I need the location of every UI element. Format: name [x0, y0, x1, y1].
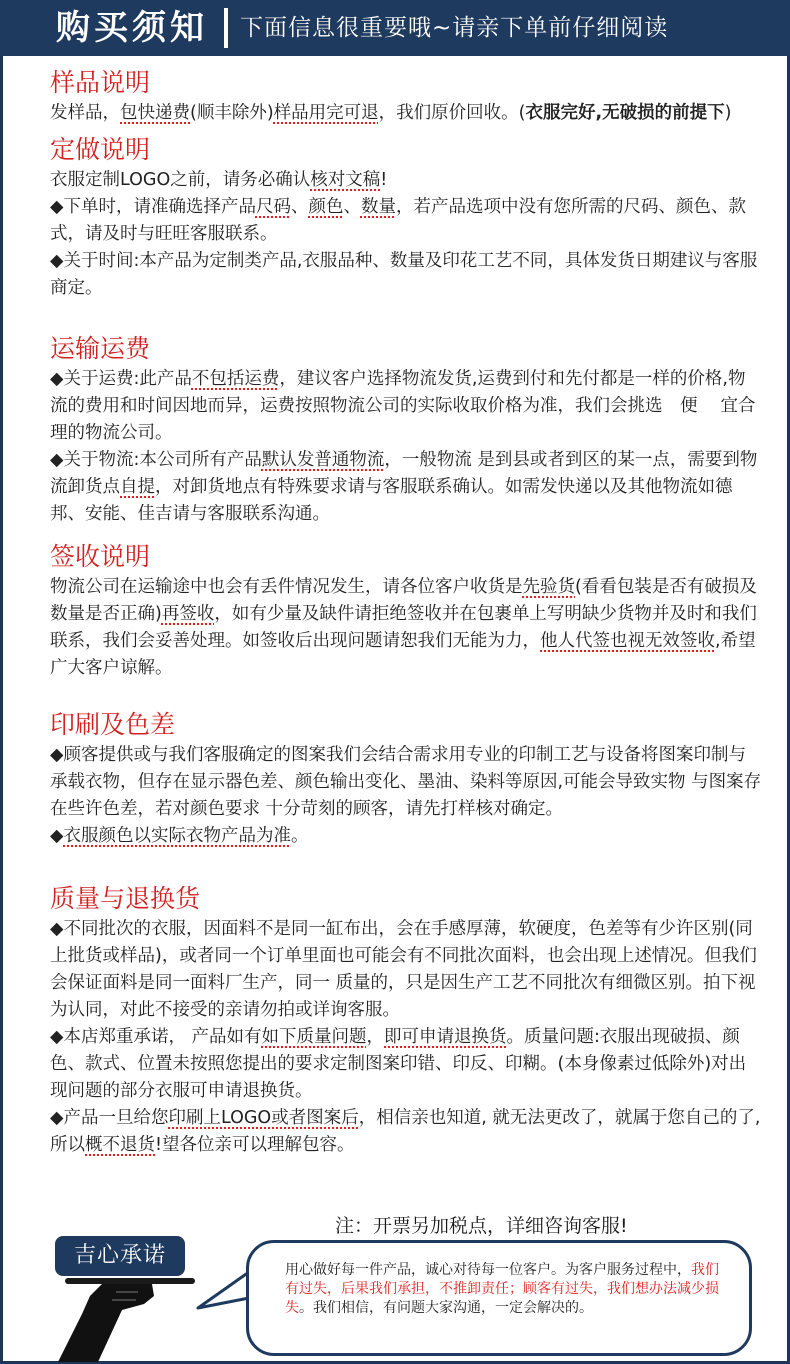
shipping-text-1: ◆关于运费:此产品不包括运费，建议客户选择物流发货,运费到付和先付都是一样的价格,物流的费用和时间因地而异，运费按照物流公司的实际收取价格为准，我们会挑选 便 宜合理的物流公司。	[50, 369, 756, 443]
section-quality	[50, 882, 762, 1159]
section-printing	[50, 708, 762, 850]
custom-text-2: ◆下单时，请准确选择产品尺码、颜色、数量，若产品选项中没有您所需的尺码、颜色、款式，请及时与旺旺客服联系。	[50, 197, 746, 244]
quality-text-1: ◆不同批次的衣服，因面料不是同一缸布出，会在手感厚薄，软硬度，色差等有少许区别(同上批货或样品)，或者同一个订单里面也可能会有不同批次面料，也会出现上述情况。但我们会保证面料是同一面料厂生产，同一 质量的，只是因生产工艺不同批次有细微区别。拍下视为认同，对此不接受的亲请勿拍或详询客服。	[50, 919, 757, 1020]
bubble-text-end: 。我们相信，有问题大家沟通，一定会解决的。	[299, 1300, 593, 1316]
page-subtitle: 下面信息很重要哦~请亲下单前仔细阅读	[240, 15, 669, 41]
promise-speech-bubble	[246, 1240, 752, 1356]
shipping-text-2: ◆关于物流:本公司所有产品默认发普通物流，一般物流 是到县或者到区的某一点，需要到物流卸货点自提，对卸货地点有特殊要求请与客服联系确认。如需发快递以及其他物流如德邦、安能、佳吉请与客服联系沟通。	[50, 450, 758, 524]
speech-bubble-tail	[196, 1268, 252, 1312]
invoice-note: 注：开票另加税点，详细咨询客服!	[335, 1215, 628, 1237]
bubble-text-start: 用心做好每一件产品，诚心对待每一位客户。为客户服务过程中，	[285, 1262, 691, 1278]
section-title-custom: 定做说明	[50, 135, 151, 164]
printing-text-1: ◆顾客提供或与我们客服确定的图案我们会结合需求用专业的印制工艺与设备将图案印制与承载衣物，但存在显示器色差、颜色输出变化、墨油、染料等原因,可能会导致实物 与图案存在些许色差，若对颜色要求 十分苛刻的顾客，请先打样核对确定。	[50, 745, 762, 819]
section-title-sample: 样品说明	[50, 68, 151, 97]
section-title-quality: 质量与退换货	[50, 884, 201, 913]
section-title-printing: 印刷及色差	[50, 710, 176, 739]
header-banner	[0, 0, 790, 56]
waiter-hand-icon	[40, 1270, 200, 1364]
promise-badge: 吉心承诺	[55, 1236, 185, 1276]
section-custom	[50, 133, 762, 302]
page-title: 购买须知	[56, 8, 208, 48]
title-divider	[224, 8, 228, 48]
quality-text-3: ◆产品一旦给您印刷上LOGO或者图案后，相信亲也知道, 就无法更改了，就属于您自己的了,所以概不退货!望各位亲可以理解包容。	[50, 1108, 761, 1155]
section-sample	[50, 66, 762, 127]
signing-text: 物流公司在运输途中也会有丢件情况发生，请各位客户收货是先验货(看看包装是否有破损及数量是否正确)再签收，如有少量及缺件请拒绝签收并在包裹单上写明缺少货物并及时和我们联系，我们会妥善处理。如签收后出现问题请恕我们无能为力，他人代签也视无效签收,希望广大客户谅解。	[50, 577, 757, 678]
quality-text-2: ◆本店郑重承诺， 产品如有如下质量问题，即可申请退换货。质量问题:衣服出现破损、颜色、款式、位置未按照您提出的要求定制图案印错、印反、印糊。(本身像素过低除外)对出现问题的部分衣服可申请退换货。	[50, 1027, 747, 1101]
notice-content	[50, 66, 762, 1159]
section-title-shipping: 运输运费	[50, 334, 151, 363]
bubble-text-highlight: 我们有过失，后果我们承担，不推卸责任；顾客有过失，我们想办法减少损失	[285, 1262, 719, 1316]
section-signing	[50, 540, 762, 682]
section-shipping	[50, 332, 762, 528]
section-title-signing: 签收说明	[50, 542, 151, 571]
custom-text-1: 衣服定制LOGO之前，请务必确认核对文稿!	[50, 170, 388, 190]
custom-text-3: ◆关于时间:本产品为定制类产品,衣服品种、数量及印花工艺不同，具体发货日期建议与客服商定。	[50, 251, 758, 298]
printing-text-2: ◆衣服颜色以实际衣物产品为准。	[50, 826, 309, 846]
sample-text: 发样品，包快递费(顺丰除外)样品用完可退，我们原价回收。(衣服完好,无破损的前提下)	[50, 103, 732, 123]
